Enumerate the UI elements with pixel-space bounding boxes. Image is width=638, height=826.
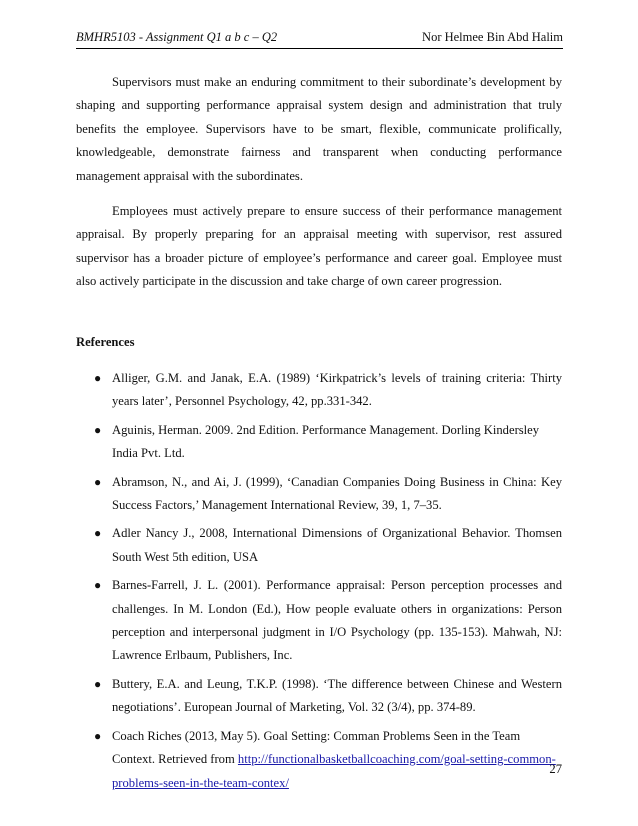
- bullet-icon: ●: [94, 728, 102, 743]
- reference-text: Aguinis, Herman. 2009. 2nd Edition. Performance Management. Dorling Kindersley India Pvt. Ltd.: [112, 422, 540, 461]
- references-heading: References: [76, 335, 135, 349]
- reference-text: Barnes-Farrell, J. L. (2001). Performance appraisal: Person perception processes and challenges. In M. London (Ed.), How people evaluate others in organizations: Person perception and interpersonal judgment in I/O Psychology (pp. 135-153). Mahwah, NJ: Lawrence Erlbaum, Publishers, Inc.: [112, 578, 562, 663]
- reference-item: [0, 725, 638, 795]
- bullet-icon: ●: [94, 474, 102, 489]
- bullet-icon: ●: [94, 371, 102, 385]
- header-course-title: BMHR5103 - Assignment Q1 a b c – Q2: [76, 30, 278, 44]
- bullet-icon: ●: [94, 676, 102, 691]
- reference-text: [112, 725, 562, 795]
- paragraph-text: Employees must actively prepare to ensure success of their performance management appraisal. By properly preparing for an appraisal meeting with supervisor, rest assured supervisor has a broader picture of employee’s performance and career goal. Employee must also actively participate in the discussion and take charge of own career progression.: [76, 204, 562, 289]
- reference-text: Alliger, G.M. and Janak, E.A. (1989) ‘Kirkpatrick’s levels of training criteria: Thirty years later’, Personnel Psychology, 42, pp.331-342.: [112, 371, 562, 409]
- reference-link[interactable]: http://functionalbasketballcoaching.com/goal-setting-common-problems-seen-in-the-team-contex/: [112, 752, 556, 790]
- page-header: [76, 28, 563, 49]
- bullet-icon: ●: [94, 422, 102, 437]
- paragraph-supervisors: [76, 71, 562, 188]
- reference-item: [0, 367, 638, 414]
- reference-item: [0, 471, 638, 518]
- reference-item: [0, 419, 638, 466]
- paragraph-employees: [76, 200, 562, 294]
- reference-text: Buttery, E.A. and Leung, T.K.P. (1998). ‘The difference between Chinese and Western negotiations’. European Journal of Marketing, Vol. 32 (3/4), pp. 374-89.: [112, 676, 562, 715]
- bullet-icon: ●: [94, 578, 102, 593]
- reference-text-prefix: Coach Riches (2013, May 5). Goal Setting: Comman Problems Seen in the Team Context. Retrieved from: [112, 728, 521, 767]
- reference-item: [0, 574, 638, 668]
- page-number: 27: [549, 762, 562, 776]
- paragraph-text: Supervisors must make an enduring commitment to their subordinate’s development by shaping and supporting performance appraisal system design and administration that truly benefits the employee. Supervisors have to be smart, flexible, communicate prolifically, knowledgeable, demonstrate fairness and transparent when conducting performance management appraisal with the subordinates.: [76, 75, 562, 183]
- references-list: [0, 367, 638, 800]
- reference-text: Adler Nancy J., 2008, International Dimensions of Organizational Behavior. Thomsen South West 5th edition, USA: [112, 526, 562, 564]
- bullet-icon: ●: [94, 526, 102, 541]
- reference-text: Abramson, N., and Ai, J. (1999), ‘Canadian Companies Doing Business in China: Key Success Factors,’ Management International Review, 39, 1, 7–35.: [112, 474, 562, 513]
- reference-item: [0, 522, 638, 569]
- header-author-name: Nor Helmee Bin Abd Halim: [422, 30, 563, 44]
- reference-item: [0, 673, 638, 720]
